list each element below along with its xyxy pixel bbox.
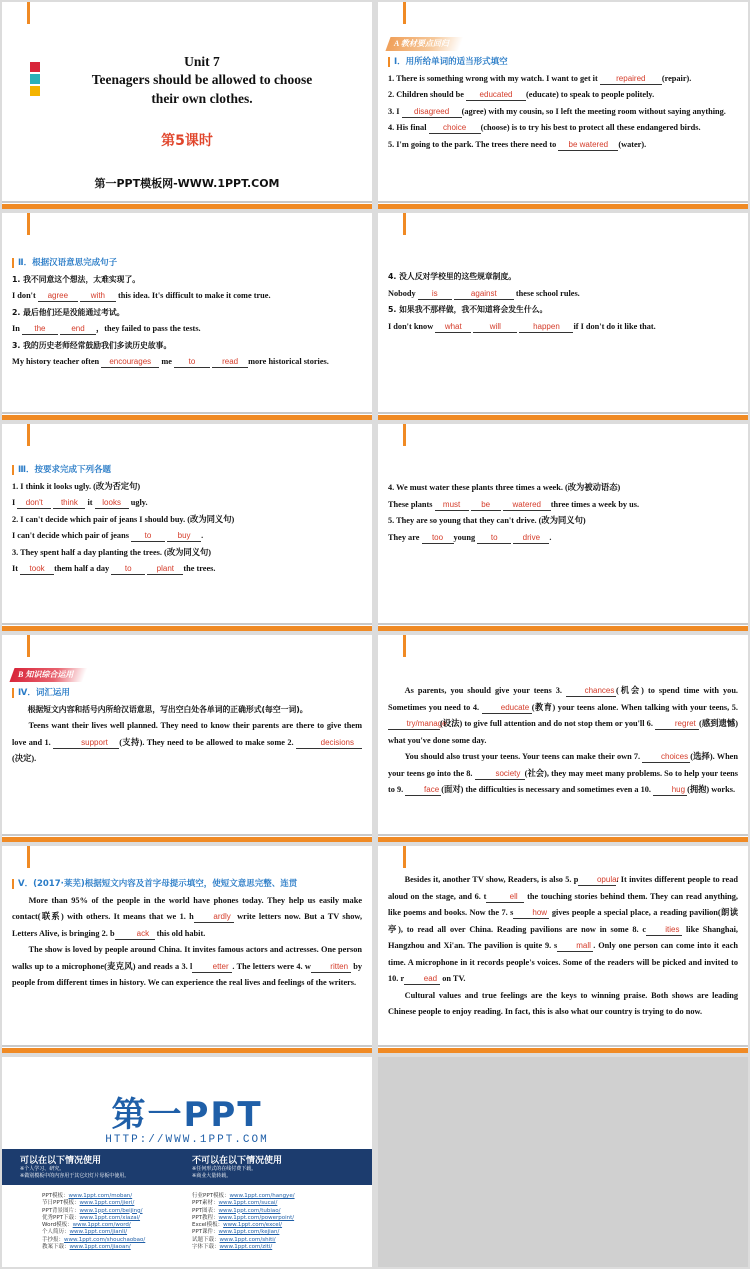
section-heading: Ⅴ．(2017·莱芜)根据短文内容及首字母提示填空，使短文意思完整、连贯: [12, 876, 362, 893]
link-row: Excel模板：www.1ppt.com/excel/: [192, 1222, 283, 1229]
answer: educate: [482, 702, 532, 714]
answer: against: [454, 288, 514, 300]
answer: ead: [404, 973, 440, 985]
answer: regret: [655, 718, 699, 730]
section-badge: A 教材要点回归: [385, 37, 463, 51]
answer: ritten: [311, 961, 351, 973]
answer: the: [22, 323, 58, 335]
answer: what: [435, 321, 471, 333]
answer: looks: [95, 497, 129, 509]
answer: to: [131, 530, 165, 542]
lesson-label: 第5课时: [161, 133, 213, 149]
link[interactable]: www.1ppt.com/shiti/: [219, 1236, 276, 1243]
teal-square-decor: [30, 74, 40, 84]
link[interactable]: www.1ppt.com/beijing/: [79, 1207, 143, 1214]
link[interactable]: www.1ppt.com/xiazai/: [79, 1214, 141, 1221]
slide-exercise-5: 4. We must water these plants three times a week. (改为被动语态) These plants must be watered three times a week by us. 5. They are so young that they can't drive. (改为同义句) They are too young to drive .: [378, 424, 748, 631]
unit-subtitle-line1: Teenagers should be allowed to choose: [91, 72, 313, 87]
answer: don't: [17, 497, 51, 509]
answer: decisions: [296, 737, 362, 749]
left-link-list: [42, 1193, 145, 1251]
answer: happen: [519, 321, 573, 333]
answer: repaired: [600, 73, 662, 85]
section-heading: Ⅳ．词汇运用: [12, 685, 362, 702]
ppt-logo: 第一PPT: [111, 1095, 263, 1135]
answer: opular: [578, 874, 616, 886]
empty-area: [378, 1057, 748, 1267]
link-row: PPT素材：www.1ppt.com/sucai/: [192, 1200, 278, 1207]
answer: encourages: [101, 356, 159, 368]
link-row: PPT模板：www.1ppt.com/moban/: [42, 1193, 133, 1199]
link-row: 优秀PPT下载：www.1ppt.com/xiazai/: [42, 1214, 141, 1221]
answer: educated: [466, 89, 526, 101]
link-row: 手抄报：www.1ppt.com/shouchaobao/: [42, 1236, 146, 1243]
section-badge: B 知识综合运用: [9, 668, 87, 682]
slide-exercise-2: Ⅱ．根据汉语意思完成句子 1. 我不同意这个想法，太难实现了。 I don't agree with this idea. It's difficult to make it come true. 2. 最后他们还是没能通过考试。 In the end ，they failed to pass the tests. 3. 我的历史老师经常鼓励我们多读历史故事。 My history teacher often encourages me to read more historical stories.: [2, 213, 372, 420]
link-row: PPT背景图片：www.1ppt.com/beijing/: [42, 1207, 143, 1214]
answer: must: [435, 499, 469, 511]
unit-subtitle-line2: their own clothes.: [151, 91, 253, 106]
red-square-decor: [30, 62, 40, 72]
link-row: PPT教程：www.1ppt.com/powerpoint/: [192, 1214, 295, 1221]
answer: read: [212, 356, 248, 368]
link-row: 个人简历：www.1ppt.com/jianli/: [42, 1229, 128, 1236]
slide-exercise-1: A 教材要点回归 Ⅰ．用所给单词的适当形式填空 1. There is something wrong with my watch. I want to get it repaired (repair). 2. Children should be educated (educate) to speak to people politely. 3. I disagreed (agree) with my cousin, so I left the meeting room without saying anything. 4. His final choice (choose) is to try his best to protect all these endangered birds. 5. I'm going to the park. The trees there need to be watered (water).: [378, 2, 748, 209]
link[interactable]: www.1ppt.com/jieri/: [79, 1200, 135, 1207]
yellow-square-decor: [30, 86, 40, 96]
right-link-list: [192, 1193, 295, 1251]
answer: drive: [513, 532, 549, 544]
site-watermark: 第一PPT模板网-WWW.1PPT.COM: [94, 177, 280, 190]
answer: too: [422, 532, 454, 544]
answer: disagreed: [402, 106, 462, 118]
link[interactable]: www.1ppt.com/word/: [72, 1222, 131, 1229]
section-heading: Ⅲ．按要求完成下列各题: [12, 462, 362, 479]
answer: chances: [566, 685, 616, 697]
answer: plant: [147, 563, 183, 575]
slide-exercise-7: As parents, you should give your teens 3. chances (机会) to spend time with you. Sometimes you need to 4. educate (教育) your teens alone. When talking with your teens, 5. try/manage(设法) to give full attention and do not stop them or you'll 6. regret (感到遗憾) what you've done some day. You should also trust your teens. Your teens can make their own 7. choices (选择). When your teens go into the 8. society (社会), they may meet many problems. So to help your teens to 9. face (面对) the difficulties is necessary and sometimes even a 10. hug (拥抱) works.: [378, 635, 748, 842]
answer: society: [475, 768, 525, 780]
answer: to: [174, 356, 210, 368]
answer: mall: [557, 940, 593, 952]
answer: buy: [167, 530, 201, 542]
answer: support: [53, 737, 119, 749]
link[interactable]: www.1ppt.com/excel/: [223, 1222, 283, 1229]
answer: hug: [653, 784, 687, 796]
usage-footer: 可以在以下情况使用 ※个人学习、研究。 ※做别模板中的内容用于其它幻灯片母板中使用。 不可以在以下情况使用 ※任何形式的在线付费下载。 ※商业大量转载。: [2, 1149, 372, 1185]
link-row: 教案下载：www.1ppt.com/jiaoan/: [42, 1244, 131, 1251]
unit-title: Unit 7: [184, 54, 220, 69]
answer: be: [471, 499, 501, 511]
link[interactable]: www.1ppt.com/sucai/: [218, 1200, 278, 1207]
link[interactable]: www.1ppt.com/tubiao/: [218, 1207, 281, 1214]
link[interactable]: www.1ppt.com/jiaoan/: [69, 1244, 131, 1251]
link-row: PPT课件：www.1ppt.com/kejian/: [192, 1229, 280, 1236]
link[interactable]: www.1ppt.com/ziti/: [219, 1244, 273, 1251]
link-row: 试题下载：www.1ppt.com/shiti/: [192, 1236, 276, 1243]
answer: etter: [192, 961, 232, 973]
link-row: 节日PPT模板：www.1ppt.com/jieri/: [42, 1200, 135, 1207]
answer: ities: [646, 924, 682, 936]
slide-exercise-4: Ⅲ．按要求完成下列各题 1. I think it looks ugly. (改为否定句) I don't think it looks ugly. 2. I can't decide which pair of jeans I should buy. (改为同义句) I can't decide which pair of jeans to buy . 3. They spent half a day planting the trees. (改为同义句) It took them half a day to plant the trees.: [2, 424, 372, 631]
answer: choices: [642, 751, 690, 763]
answer: to: [111, 563, 145, 575]
answer: is: [418, 288, 452, 300]
answer: ack: [115, 928, 155, 940]
link[interactable]: www.1ppt.com/kejian/: [218, 1229, 280, 1236]
link-row: PPT图表：www.1ppt.com/tubiao/: [192, 1207, 281, 1214]
slide-exercise-3: 4. 没人反对学校里的这些规章制度。 Nobody is against these school rules. 5. 如果我不那样做，我不知道将会发生什么。 I don't know what will happen if I don't do it like that.: [378, 213, 748, 420]
answer: watered: [503, 499, 551, 511]
answer: with: [80, 290, 116, 302]
section-heading: Ⅰ．用所给单词的适当形式填空: [388, 54, 738, 71]
link[interactable]: www.1ppt.com/jianli/: [69, 1229, 128, 1236]
answer: to: [477, 532, 511, 544]
answer: agree: [38, 290, 78, 302]
link-row: 行业PPT模板：www.1ppt.com/hangye/: [192, 1193, 295, 1199]
ppt-url[interactable]: HTTP://WWW.1PPT.COM: [105, 1134, 269, 1146]
answer: think: [53, 497, 85, 509]
link[interactable]: www.1ppt.com/powerpoint/: [218, 1214, 295, 1221]
slide-exercise-6: B 知识综合运用 Ⅳ．词汇运用 根据短文内容和括号内所给汉语意思，写出空白处各单词的正确形式(每空一词)。 Teens want their lives well planned. They need to know their parents are there to give them love and 1. support (支持). They need to be allowed to make some 2. decisions(决定).: [2, 635, 372, 842]
link[interactable]: www.1ppt.com/hangye/: [229, 1193, 295, 1199]
answer: face: [405, 784, 441, 796]
link[interactable]: www.1ppt.com/moban/: [68, 1193, 133, 1199]
slide-title: [2, 2, 372, 209]
answer: will: [473, 321, 517, 333]
answer: try/manage: [388, 718, 440, 730]
slide-exercise-8: Ⅴ．(2017·莱芜)根据短文内容及首字母提示填空，使短文意思完整、连贯 More than 95% of the people in the world have phones today. They help us easily make contact(联系) with others. It means that we 1. h ardly write letters now. But a TV show, Letters Alive, is bringing 2. b ack this old habit. The show is loved by people around China. It invites famous actors and actresses. One person walks up to a microphone(麦克风) and reads a 3. l etter . The letters were 4. w ritten by people from different times in history. We can experience the real lives and feelings of the writers.: [2, 846, 372, 1053]
slide-ppt-ad: [2, 1057, 372, 1267]
answer: choice: [429, 122, 481, 134]
section-heading: Ⅱ．根据汉语意思完成句子: [12, 255, 362, 272]
slide-exercise-9: Besides it, another TV show, Readers, is also 5. p opular. It invites different people to read aloud on the stage, and 6. t ell the touching stories behind them. They can read anything, like poems and books. Now the 7. s how gives people a special place, a reading pavilion(朗读亭), to read all over China. Reading pavilions are now in some 8. c ities like Shanghai, Hangzhou and Xi'an. The pavilion is quite 9. s mall . Only one person can come into it each time. A microphone in it records people's voices. Some of the readers will be picked and invited to 10. r ead on TV. Cultural values and true feelings are the keys to winning praise. Both shows are leading Chinese people to enjoy reading. In fact, this is also what our country is trying to do now.: [378, 846, 748, 1053]
answer: ardly: [194, 911, 234, 923]
link-row: Word模板：www.1ppt.com/word/: [42, 1222, 131, 1229]
link[interactable]: www.1ppt.com/shouchaobao/: [64, 1236, 146, 1243]
answer: took: [20, 563, 54, 575]
answer: end: [60, 323, 96, 335]
answer: ell: [486, 891, 524, 903]
answer: how: [513, 907, 549, 919]
answer: be watered: [558, 139, 618, 151]
link-row: 字体下载：www.1ppt.com/ziti/: [192, 1244, 273, 1251]
